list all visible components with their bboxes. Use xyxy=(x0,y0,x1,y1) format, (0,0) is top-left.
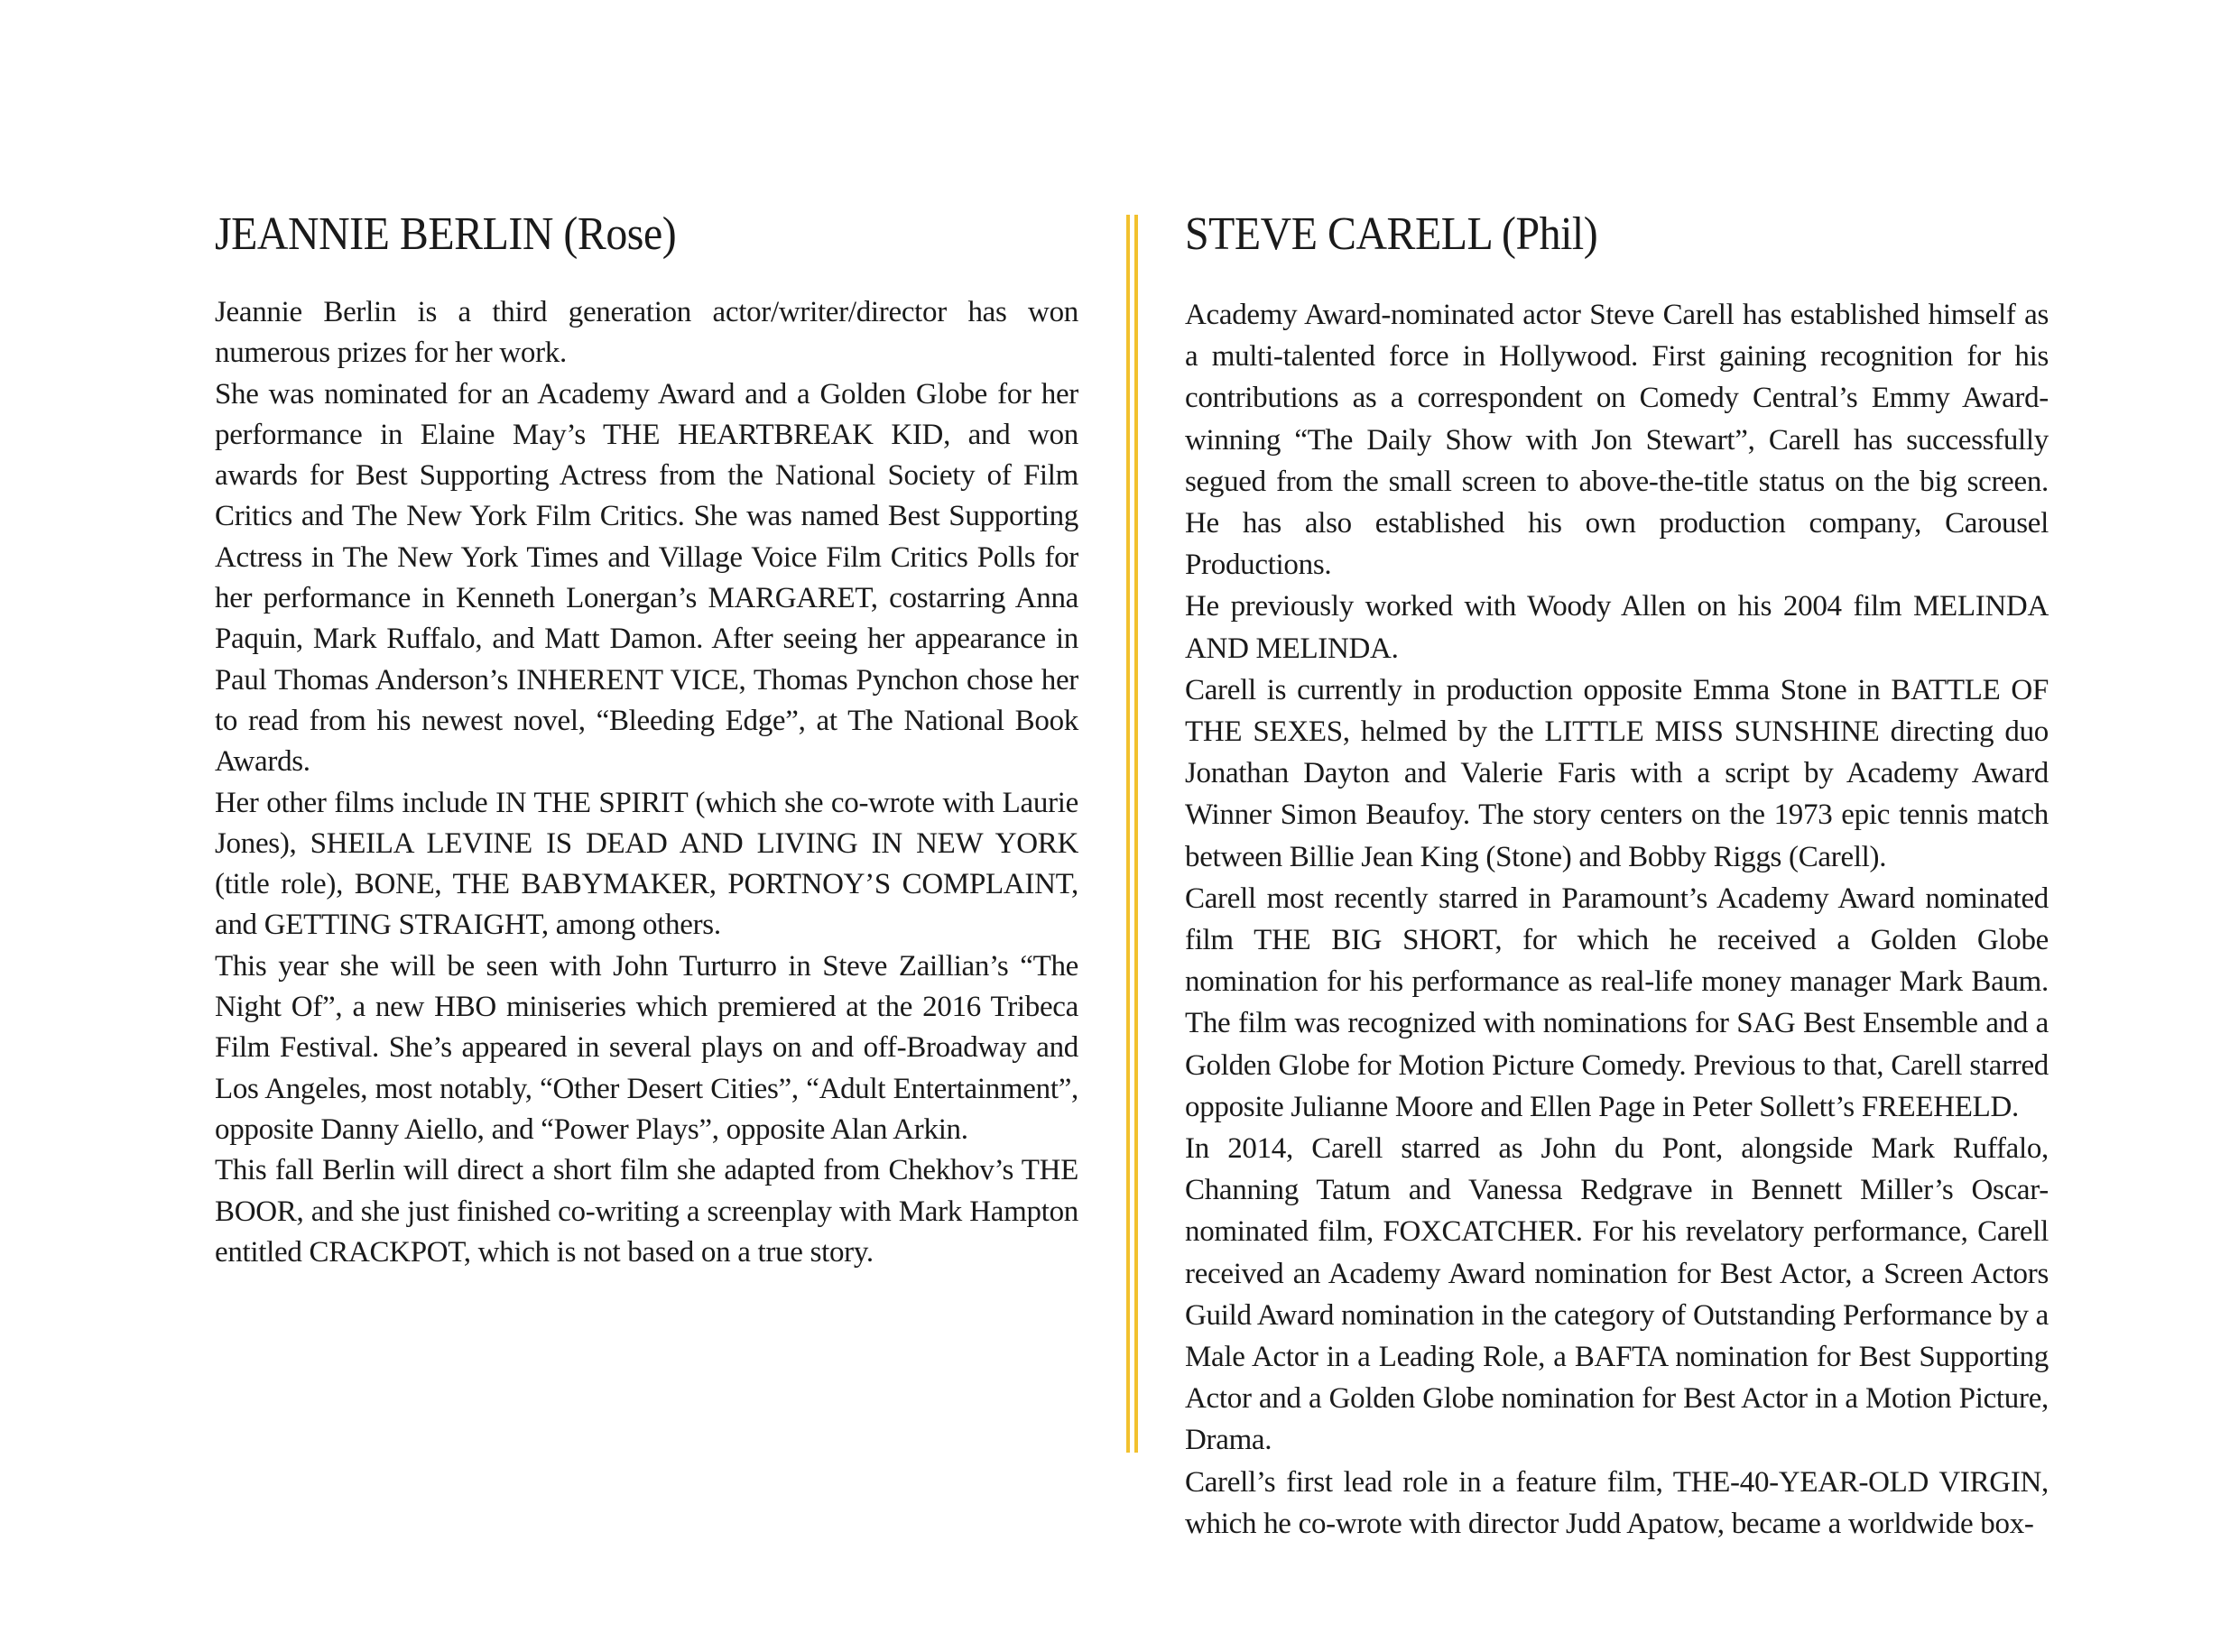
bio-paragraph: Carell most recently starred in Paramount’s Academy Award nominated film THE BIG SHORT, for which he received a Golden Globe nomination for his performance as real-life money manager Mark Baum. The film was recognized with nominations for SAG Best Ensemble and a Golden Globe for Motion Picture Comedy. Previous to that, Carell starred opposite Julianne Moore and Ellen Page in Peter Sollett’s FREEHELD. xyxy=(1185,881,2049,1123)
divider-bar xyxy=(1134,215,1138,1453)
bio-column-steve-carell xyxy=(1185,206,2049,1545)
bio-body xyxy=(1185,294,2049,1545)
bio-paragraph: Carell is currently in production opposite Emma Stone in BATTLE OF THE SEXES, helmed by the LITTLE MISS SUNSHINE directing duo Jonathan Dayton and Valerie Faris with a script by Academy Award Winner Simon Beaufoy. The story centers on the 1973 epic tennis match between Billie Jean King (Stone) and Bobby Riggs (Carell). xyxy=(1185,673,2049,873)
bio-paragraph: This year she will be seen with John Turturro in Steve Zaillian’s “The Night Of”, a new HBO miniseries which premiered at the 2016 Tribeca Film Festival. She’s appeared in several plays on and off-Broadway and Los Angeles, most notably, “Other Desert Cities”, “Adult Entertainment”, opposite Danny Aiello, and “Power Plays”, opposite Alan Arkin. xyxy=(215,949,1078,1146)
bio-paragraph: He previously worked with Woody Allen on his 2004 film MELINDA AND MELINDA. xyxy=(1185,590,2049,665)
bio-paragraph: Academy Award-nominated actor Steve Carell has established himself as a multi-talented force in Hollywood. First gaining recognition for his contributions as a correspondent on Comedy Central’s Emmy Award-winning “The Daily Show with Jon Stewart”, Carell has successfully segued from the small screen to above-the-title status on the big screen. He has also established his own production company, Carousel Productions. xyxy=(1185,299,2049,582)
bio-paragraph: In 2014, Carell starred as John du Pont, alongside Mark Ruffalo, Channing Tatum and Vanessa Redgrave in Bennett Miller’s Oscar-nominated film, FOXCATCHER. For his revelatory performance, Carell received an Academy Award nomination for Best Actor, a Screen Actors Guild Award nomination in the category of Outstanding Performance by a Male Actor in a Leading Role, a BAFTA nomination for Best Supporting Actor and a Golden Globe nomination for Best Actor in a Motion Picture, Drama. xyxy=(1185,1132,2049,1457)
bio-paragraph: She was nominated for an Academy Award and a Golden Globe for her performance in Elaine May’s THE HEARTBREAK KID, and won awards for Best Supporting Actress from the National Society of Film Critics and The New York Film Critics. She was named Best Supporting Actress in The New York Times and Village Voice Film Critics Polls for her performance in Kenneth Lonergan’s MARGARET, costarring Anna Paquin, Mark Ruffalo, and Matt Damon. After seeing her appearance in Paul Thomas Anderson’s INHERENT VICE, Thomas Pynchon chose her to read from his newest novel, “Bleeding Edge”, at The National Book Awards. xyxy=(215,377,1078,779)
bio-paragraph: Her other films include IN THE SPIRIT (which she co-wrote with Laurie Jones), SHEILA LEVINE IS DEAD AND LIVING IN NEW YORK (title role), BONE, THE BABYMAKER, PORTNOY’S COMPLAINT, and GETTING STRAIGHT, among others. xyxy=(215,786,1078,942)
bio-heading: JEANNIE BERLIN (Rose) xyxy=(215,208,677,260)
bio-body xyxy=(215,292,1078,1273)
bio-heading: STEVE CARELL (Phil) xyxy=(1185,208,1598,260)
bio-paragraph: This fall Berlin will direct a short film she adapted from Chekhov’s THE BOOR, and she just finished co-writing a screenplay with Mark Hampton entitled CRACKPOT, which is not based on a true story. xyxy=(215,1154,1078,1269)
column-divider xyxy=(1126,215,1139,1453)
bio-paragraph: Carell’s first lead role in a feature film, THE-40-YEAR-OLD VIRGIN, which he co-wrote with director Judd Apatow, became a worldwide box- xyxy=(1185,1465,2049,1540)
bio-column-jeannie-berlin xyxy=(215,206,1078,1273)
bio-paragraph: Jeannie Berlin is a third generation actor/writer/director has won numerous prizes for her work. xyxy=(215,296,1078,370)
divider-bar xyxy=(1126,215,1130,1453)
